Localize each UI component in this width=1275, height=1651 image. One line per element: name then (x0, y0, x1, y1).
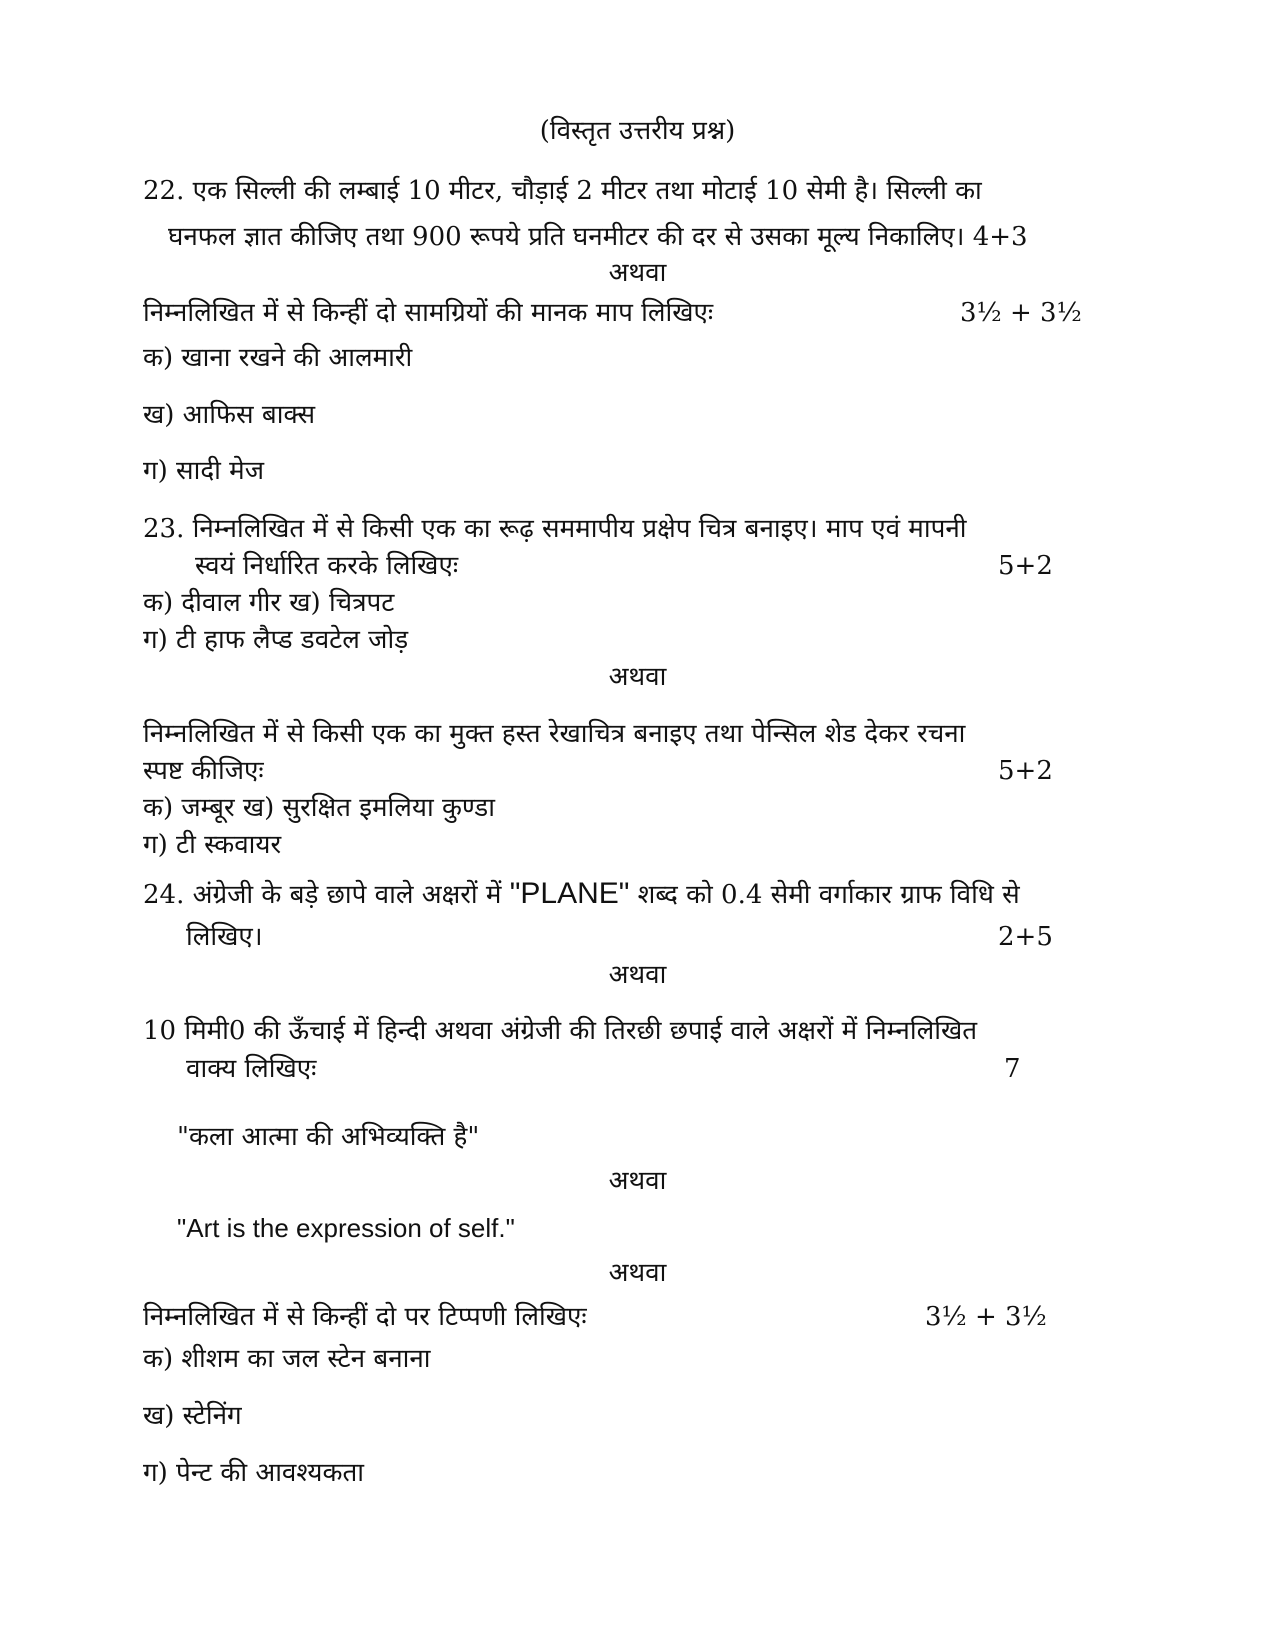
q23-alt-line2: स्पष्ट कीजिएः (143, 756, 264, 786)
q24-line2: लिखिए। (186, 922, 263, 952)
q23-marks: 5+2 (998, 551, 1053, 581)
q24-word-plane: "PLANE" (509, 877, 630, 910)
q22-option-c: ग) सादी मेज (143, 456, 265, 486)
section-heading: (विस्तृत उत्तरीय प्रश्न) (539, 116, 736, 146)
q23-alt-option-ab: क) जम्बूर ख) सुरक्षित इमलिया कुण्डा (143, 793, 495, 823)
q24-marks: 2+5 (998, 922, 1053, 952)
q24-line1 (143, 876, 1020, 912)
q22-line2: घनफल ज्ञात कीजिए तथा 900 रूपये प्रति घनमीटर की दर से उसका मूल्य निकालिए। 4+3 (168, 222, 1028, 252)
q23-option-c: ग) टी हाफ लैप्ड डवटेल जोड़ (143, 625, 409, 655)
q24-or-1: अथवा (608, 960, 667, 990)
q24-or-2: अथवा (608, 1166, 667, 1196)
note-option-b: ख) स्टेनिंग (143, 1401, 242, 1431)
note-marks: 3½ + 3½ (925, 1302, 1047, 1332)
note-text: निम्नलिखित में से किन्हीं दो पर टिप्पणी लिखिएः (143, 1302, 587, 1332)
q24-or-3: अथवा (608, 1258, 667, 1288)
q22-line1: 22. एक सिल्ली की लम्बाई 10 मीटर, चौड़ाई 2 मीटर तथा मोटाई 10 सेमी है। सिल्ली का (143, 176, 982, 206)
q24-alt-line2: वाक्य लिखिएः (186, 1054, 317, 1084)
q23-alt-option-c: ग) टी स्कवायर (143, 830, 282, 860)
q22-or: अथवा (608, 258, 667, 288)
q23-line1: 23. निम्नलिखित में से किसी एक का रूढ़ सममापीय प्रक्षेप चित्र बनाइए। माप एवं मापनी (143, 514, 967, 544)
q23-option-ab: क) दीवाल गीर ख) चित्रपट (143, 588, 395, 618)
q24-alt-marks: 7 (1004, 1054, 1021, 1084)
q22-alt-marks: 3½ + 3½ (960, 298, 1082, 328)
q23-line2: स्वयं निर्धारित करके लिखिएः (195, 551, 459, 581)
q23-alt-line1: निम्नलिखित में से किसी एक का मुक्त हस्त रेखाचित्र बनाइए तथा पेन्सिल शेड देकर रचना (143, 719, 966, 749)
q23-or: अथवा (608, 662, 667, 692)
note-option-c: ग) पेन्ट की आवश्यकता (143, 1458, 364, 1488)
q24-line1-post: शब्द को 0.4 सेमी वर्गाकार ग्राफ विधि से (629, 880, 1020, 910)
q22-alt-text: निम्नलिखित में से किन्हीं दो सामग्रियों की मानक माप लिखिएः (143, 298, 714, 328)
quote-english: "Art is the expression of self." (177, 1213, 515, 1243)
q24-line1-pre: 24. अंग्रेजी के बड़े छापे वाले अक्षरों में (143, 880, 510, 910)
quote-hindi: "कला आत्मा की अभिव्यक्ति है" (177, 1122, 480, 1152)
q24-alt-line1: 10 मिमी0 की ऊँचाई में हिन्दी अथवा अंग्रेजी की तिरछी छपाई वाले अक्षरों में निम्नलिखित (143, 1016, 978, 1046)
note-option-a: क) शीशम का जल स्टेन बनाना (143, 1344, 431, 1374)
q22-option-b: ख) आफिस बाक्स (143, 400, 316, 430)
q23-alt-marks: 5+2 (998, 756, 1053, 786)
q22-option-a: क) खाना रखने की आलमारी (143, 343, 413, 373)
